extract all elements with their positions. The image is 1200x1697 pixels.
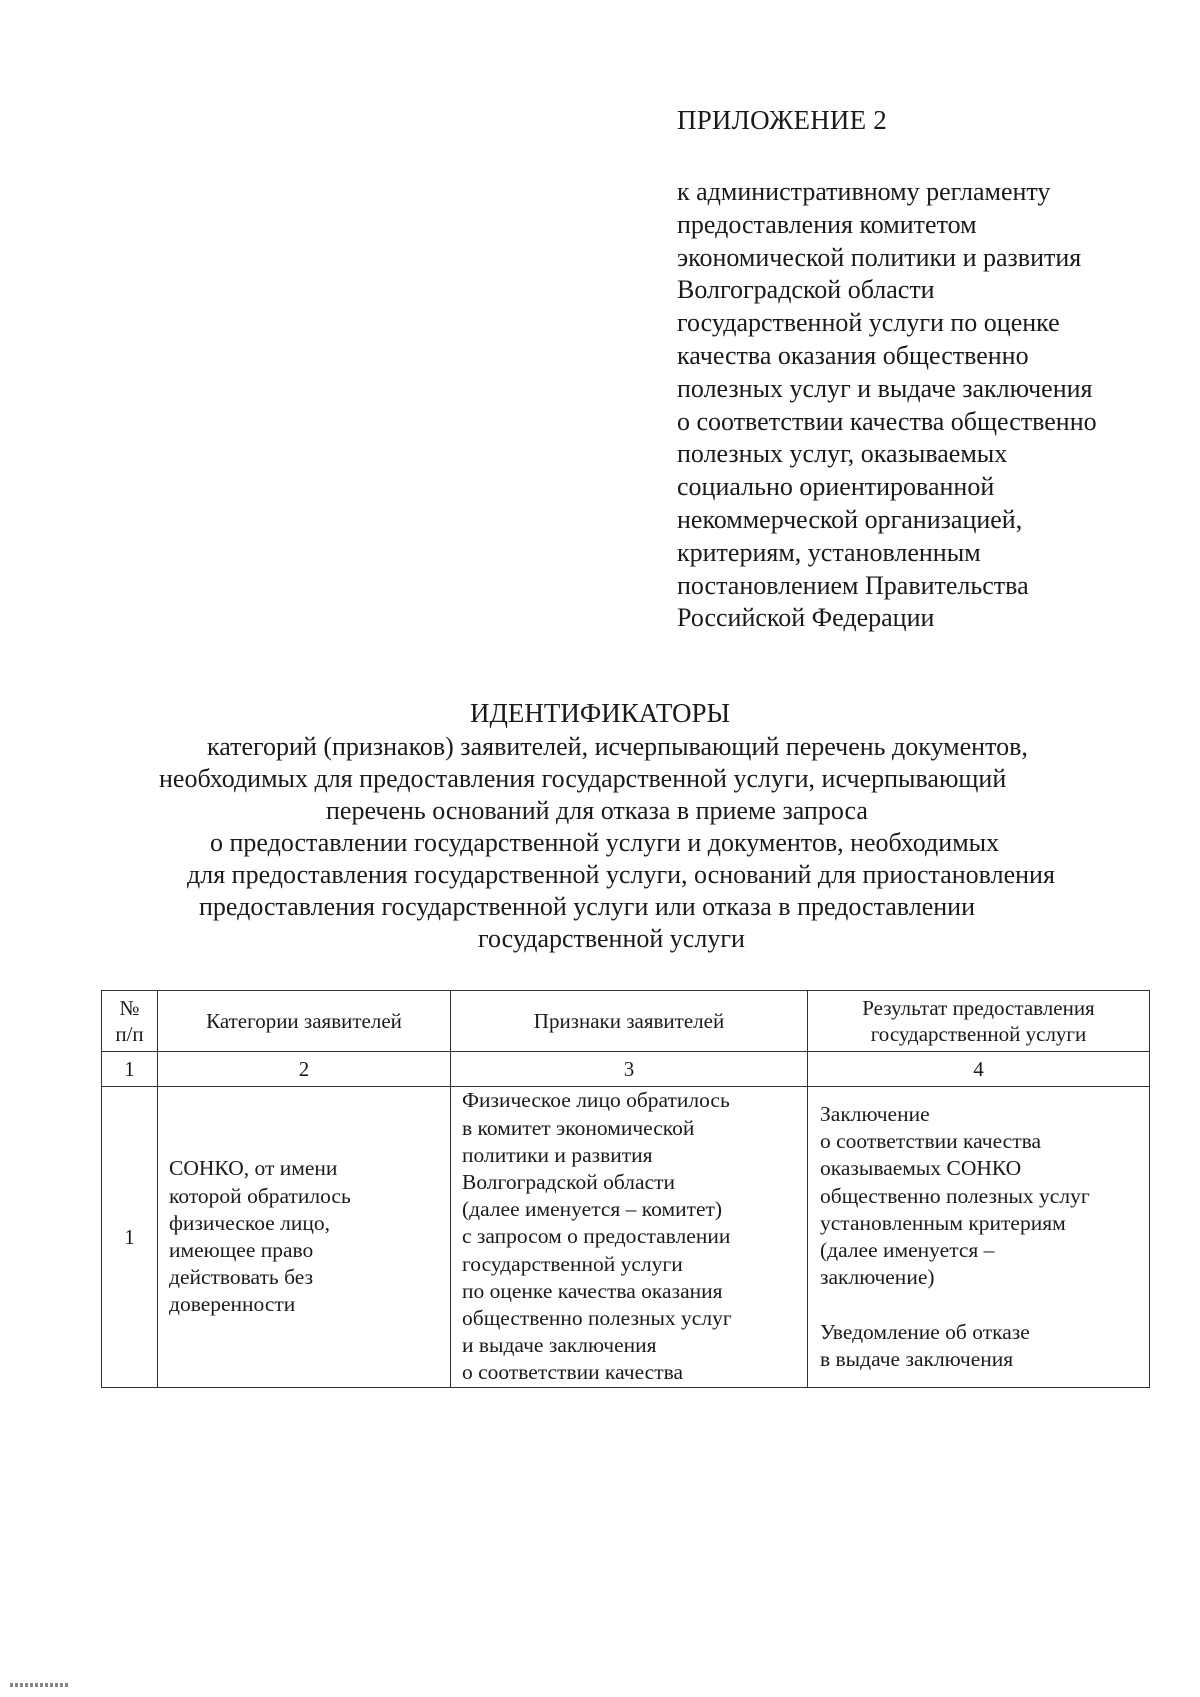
column-number: 3 — [451, 1052, 808, 1087]
header-num-line: п/п — [115, 1022, 144, 1046]
cell-line: физическое лицо, — [169, 1210, 331, 1235]
cell-line: и выдаче заключения — [462, 1333, 657, 1358]
subtitle-line: Российской Федерации — [677, 603, 935, 633]
subtitle-line: экономической политики и развития — [677, 242, 1082, 272]
cell-line: Волгоградской области — [462, 1169, 676, 1194]
header-result-line: Результат предоставления — [862, 996, 1095, 1020]
appendix-title: ПРИЛОЖЕНИЕ 2 — [677, 105, 887, 135]
cell-line: имеющее право — [169, 1238, 314, 1262]
subtitle-line: полезных услуг и выдаче заключения — [677, 373, 1093, 403]
subtitle-line: Волгоградской области — [677, 275, 935, 305]
caption-line: государственной услуги — [478, 924, 745, 953]
subtitle-line: некоммерческой организацией, — [677, 504, 1023, 534]
cell-line: политики и развития — [462, 1142, 653, 1167]
caption-line: о предоставлении государственной услуги и документов, необходимых — [210, 828, 1000, 857]
subtitle-line: постановлением Правительства — [677, 570, 1029, 600]
cell-line: доверенности — [169, 1292, 296, 1317]
cell-line: о соответствии качества — [462, 1360, 684, 1385]
header-categories: Категории заявителей — [158, 991, 451, 1052]
cell-line: в выдаче заключения — [820, 1346, 1014, 1371]
cell-line: в комитет экономической — [462, 1115, 695, 1140]
header-num-line: № — [119, 996, 140, 1020]
header-num — [102, 991, 158, 1052]
identifiers-table — [101, 990, 1150, 1388]
row-category — [158, 1087, 451, 1388]
subtitle-line: к административному регламенту — [677, 177, 1051, 206]
row-result — [808, 1087, 1150, 1388]
cell-line: которой обратилось — [169, 1183, 351, 1208]
cell-line: (далее именуется – комитет) — [462, 1197, 723, 1222]
caption-line: перечень оснований для отказа в приеме запроса — [326, 796, 868, 825]
subtitle-line: критериям, установленным — [677, 537, 981, 567]
subtitle-line: государственной услуги по оценке — [677, 308, 1060, 338]
subtitle-line: социально ориентированной — [677, 472, 995, 502]
subtitle-line: о соответствии качества общественно — [677, 406, 1097, 436]
appendix-subtitle — [677, 176, 1147, 635]
subtitle-line: предоставления комитетом — [677, 209, 977, 239]
cell-line: Заключение — [820, 1102, 930, 1127]
caption-line: предоставления государственной услуги или отказа в предоставлении — [199, 892, 976, 921]
cell-line: общественно полезных услуг — [462, 1306, 732, 1330]
cell-line: заключение) — [820, 1265, 935, 1290]
header-result-line: государственной услуги — [870, 1022, 1087, 1046]
column-number: 1 — [102, 1052, 158, 1087]
subtitle-line: полезных услуг, оказываемых — [677, 439, 1008, 469]
header-result — [808, 991, 1150, 1052]
cell-line: оказываемых СОНКО — [820, 1156, 1022, 1181]
column-number: 2 — [158, 1052, 451, 1087]
cell-line: общественно полезных услуг — [820, 1183, 1090, 1208]
cell-line: СОНКО, от имени — [169, 1156, 338, 1181]
cell-line: установленным критериям — [820, 1210, 1066, 1235]
table-header-row — [102, 991, 1150, 1052]
cell-line: с запросом о предоставлении — [462, 1224, 731, 1249]
cell-line: государственной услуги — [462, 1251, 683, 1276]
caption-line: категорий (признаков) заявителей, исчерпывающий перечень документов, — [207, 732, 1028, 761]
cell-line: (далее именуется – — [820, 1238, 995, 1263]
cell-line: действовать без — [169, 1265, 314, 1290]
document-heading: ИДЕНТИФИКАТОРЫ — [469, 698, 731, 728]
subtitle-line: качества оказания общественно — [677, 340, 1029, 370]
column-number-row — [102, 1052, 1150, 1087]
cell-line: по оценке качества оказания — [462, 1278, 723, 1303]
caption-line: для предоставления государственной услуги, оснований для приостановления — [187, 860, 1055, 889]
table-row — [102, 1087, 1150, 1388]
cell-line: Уведомление об отказе — [820, 1319, 1030, 1344]
caption-line: необходимых для предоставления государственной услуги, исчерпывающий — [159, 764, 1007, 793]
cell-line: о соответствии качества — [820, 1129, 1042, 1154]
row-number: 1 — [102, 1087, 158, 1388]
column-number: 4 — [808, 1052, 1150, 1087]
row-attributes — [451, 1087, 808, 1388]
header-attributes: Признаки заявителей — [451, 991, 808, 1052]
cell-line: Физическое лицо обратилось — [462, 1088, 730, 1113]
scan-edge-mark — [10, 1683, 68, 1687]
